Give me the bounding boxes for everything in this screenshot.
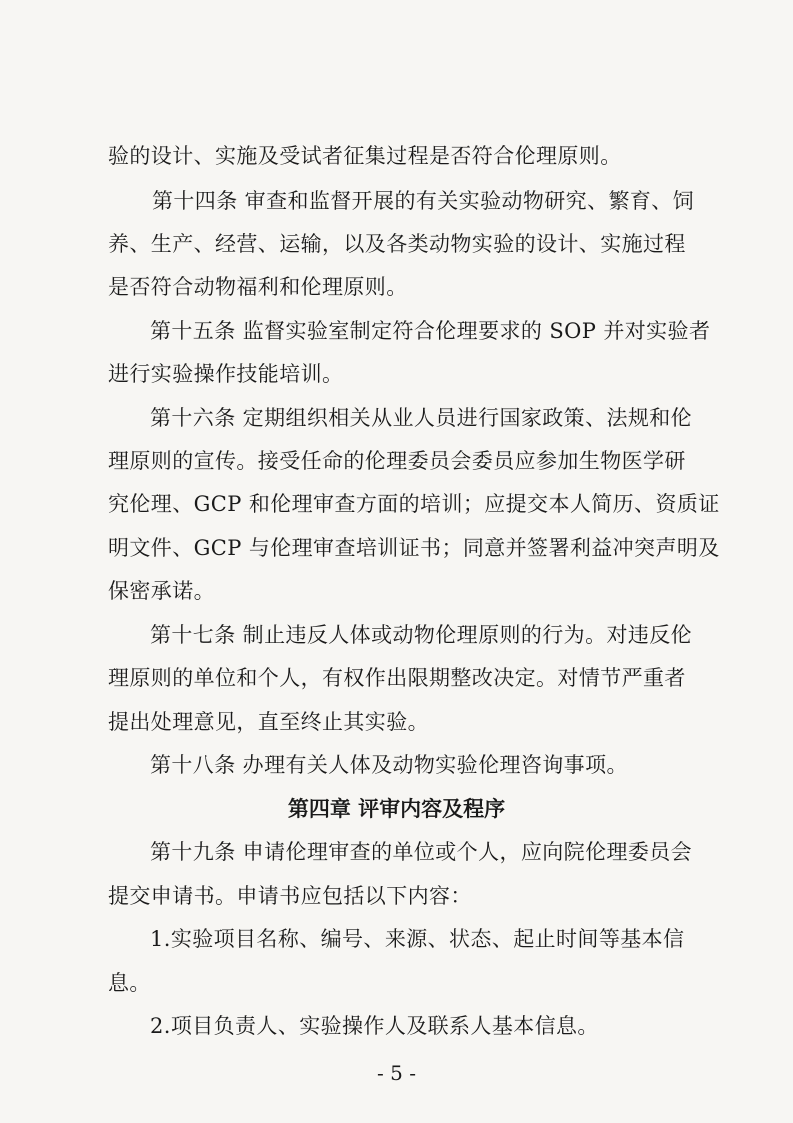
text-line: 1.实验项目名称、编号、来源、状态、起止时间等基本信 (150, 927, 685, 951)
text-line: 理原则的单位和个人，有权作出限期整改决定。对情节严重者 (108, 666, 686, 690)
text-line: 第十七条 制止违反人体或动物伦理原则的行为。对违反伦 (150, 623, 693, 647)
text-line: 验的设计、实施及受试者征集过程是否符合伦理原则。 (108, 144, 622, 168)
chapter-heading: 第四章 评审内容及程序 (287, 797, 506, 821)
text-line: 2.项目负责人、实验操作人及联系人基本信息。 (150, 1014, 599, 1038)
text-line: 养、生产、经营、运输，以及各类动物实验的设计、实施过程 (108, 232, 686, 256)
text-line: 提出处理意见，直至终止其实验。 (108, 710, 429, 734)
text-line: 保密承诺。 (108, 579, 215, 603)
text-line: 究伦理、GCP 和伦理审查方面的培训；应提交本人简历、资质证 (108, 492, 720, 516)
text-line: 第十八条 办理有关人体及动物实验伦理咨询事项。 (150, 753, 628, 777)
text-line: 第十六条 定期组织相关从业人员进行国家政策、法规和伦 (150, 406, 693, 430)
text-line: 进行实验操作技能培训。 (108, 362, 344, 386)
text-line: 提交申请书。申请书应包括以下内容： (108, 884, 472, 908)
text-line: 息。 (108, 971, 151, 995)
text-line: 第十五条 监督实验室制定符合伦理要求的 SOP 并对实验者 (150, 319, 711, 343)
text-line: 是否符合动物福利和伦理原则。 (108, 275, 408, 299)
page-number: - 5 - (377, 1061, 416, 1085)
text-line: 第十九条 申请伦理审查的单位或个人，应向院伦理委员会 (150, 840, 693, 864)
text-line: 理原则的宣传。接受任命的伦理委员会委员应参加生物医学研 (108, 449, 686, 473)
text-line: 第十四条 审查和监督开展的有关实验动物研究、繁育、饲 (152, 189, 695, 213)
text-line: 明文件、GCP 与伦理审查培训证书；同意并签署利益冲突声明及 (108, 536, 720, 560)
